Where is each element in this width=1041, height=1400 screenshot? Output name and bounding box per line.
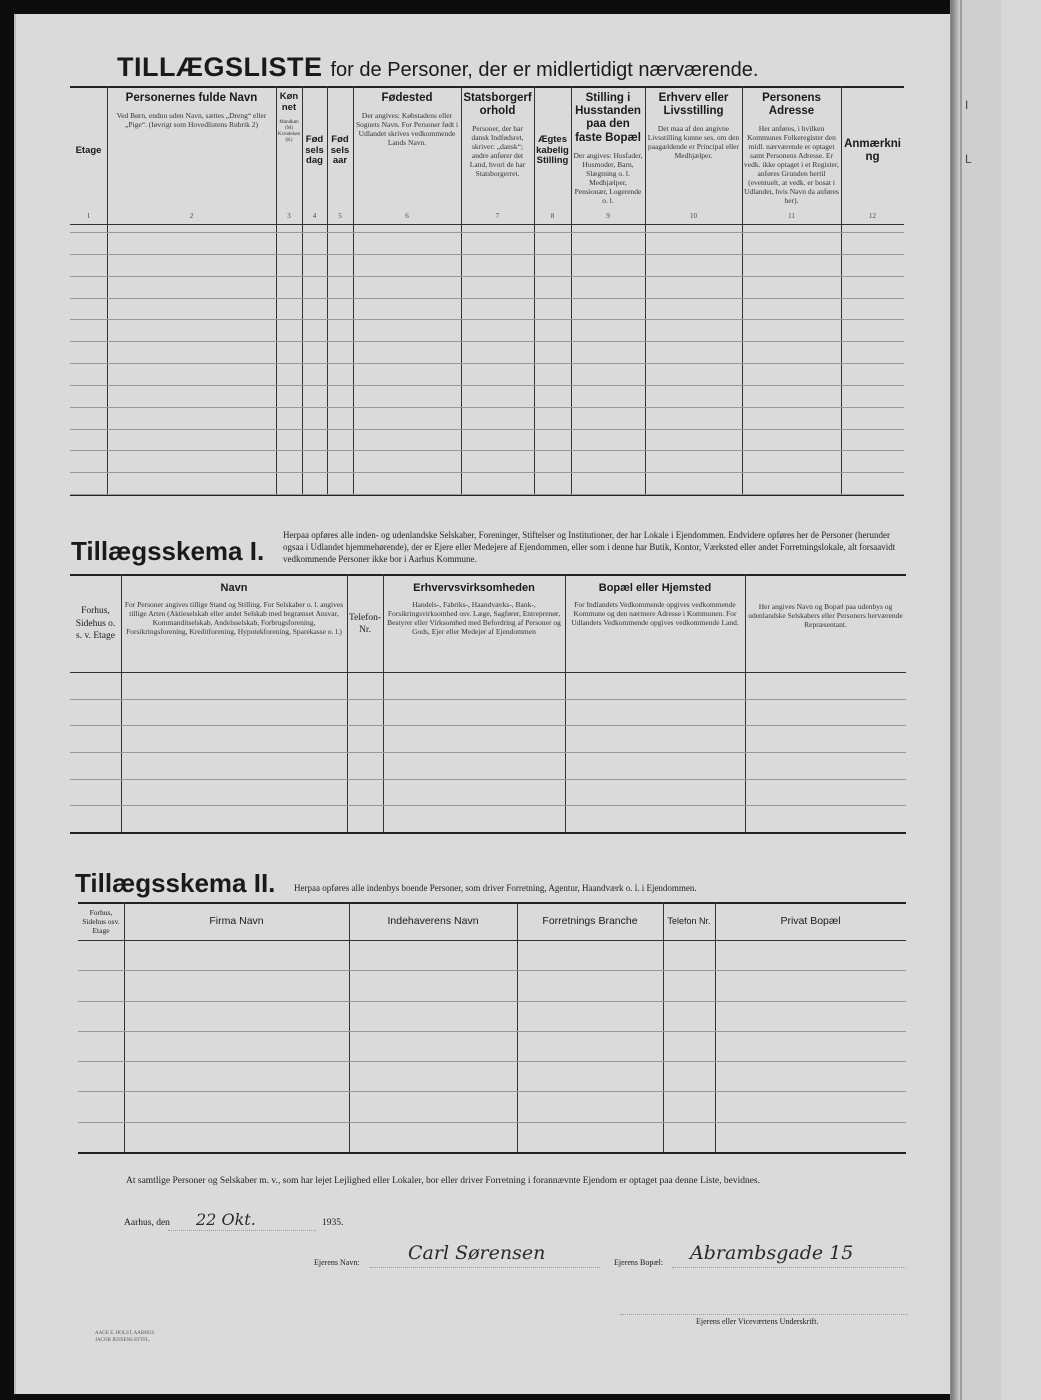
table-row-line bbox=[70, 699, 906, 700]
column-header-note: Mandkøn (M) Kvindekøn (K) bbox=[277, 119, 301, 143]
column-header-title: Forhus, Sidehus osv. Etage bbox=[82, 907, 120, 935]
table-row-line bbox=[70, 363, 904, 364]
column-divider bbox=[645, 86, 646, 494]
column-number: 10 bbox=[690, 212, 697, 220]
column-divider bbox=[461, 86, 462, 494]
column-header bbox=[329, 92, 351, 210]
column-header bbox=[665, 905, 713, 937]
printer-mark: AAGE E. HOLST, AARHUS JACOB JENSENS EFTFL. bbox=[95, 1331, 155, 1343]
column-header bbox=[351, 905, 515, 937]
column-number: 12 bbox=[869, 212, 876, 220]
column-header-title: Erhvervsvirksomheden bbox=[413, 582, 535, 594]
schema-one-description: Herpaa opføres alle inden- og udenlandske Selskaber, Foreninger, Stiftelser og Institutioner, der har Lokale i Ejendommen. Endvidere opføres her de Personer (herunder ogsaa i Udlandet hjemmehørende), der er Ejere eller Medejere af Ejendommen, eller som i denne har Butik, Kontor, Værksted eller andet Forretningslokale, alt forsaavidt vedkommende Personer ikke bor i Aarhus Kommune. bbox=[283, 530, 896, 565]
column-header bbox=[126, 905, 347, 937]
column-header bbox=[573, 92, 643, 210]
column-header bbox=[463, 92, 532, 210]
table-row-line bbox=[70, 232, 904, 233]
column-divider bbox=[302, 86, 303, 494]
title-rest: for de Personer, der er midlertidigt nærværende. bbox=[330, 59, 759, 81]
column-header-title: Forretnings Branche bbox=[542, 914, 638, 927]
table-row-line bbox=[78, 1001, 906, 1002]
table-row-line bbox=[78, 970, 906, 971]
page-shadow bbox=[951, 0, 960, 1400]
page-mark: L bbox=[965, 152, 972, 166]
page-fold bbox=[960, 0, 962, 1400]
column-divider bbox=[383, 574, 384, 832]
column-number: 6 bbox=[405, 212, 409, 220]
table-top-border bbox=[78, 902, 906, 904]
table-row-line bbox=[70, 407, 904, 408]
column-divider bbox=[517, 902, 518, 1152]
column-header-title: Firma Navn bbox=[209, 914, 264, 927]
column-number: 9 bbox=[606, 212, 610, 220]
column-header-title: Fødselsdag bbox=[305, 133, 324, 167]
column-divider bbox=[107, 86, 108, 494]
column-header bbox=[278, 92, 300, 210]
column-header-title: Indehaverens Navn bbox=[387, 914, 479, 927]
column-header-title: Stilling i Husstanden paa den faste Bopæl bbox=[575, 92, 641, 144]
column-header bbox=[748, 582, 903, 666]
column-divider bbox=[347, 574, 348, 832]
column-number: 4 bbox=[312, 212, 317, 220]
column-divider bbox=[745, 574, 746, 832]
table-row-line bbox=[70, 298, 904, 299]
column-header-note: Ved Børn, endnu uden Navn, sættes „Dreng“ eller „Pige“. (Iøvrigt som Hovedlistens Rubrik 2) bbox=[116, 111, 267, 130]
column-header-note: Der angives: Købstadens eller Sognets Navn. For Personer født i Udlandet skrives vedkommende Lands Navn. bbox=[355, 111, 459, 148]
column-header-title: Fødested bbox=[381, 92, 433, 104]
table-bottom-border bbox=[70, 832, 906, 834]
owner-address-line bbox=[672, 1267, 906, 1268]
column-header-title: Anmærkning bbox=[844, 137, 901, 163]
column-divider bbox=[715, 902, 716, 1152]
column-header-title: Telefon-Nr. bbox=[348, 612, 382, 635]
table-row-line bbox=[70, 725, 906, 726]
column-divider bbox=[276, 86, 277, 494]
page-edge bbox=[1001, 0, 1041, 1400]
column-header-title: Ægteskabelig Stilling bbox=[536, 133, 569, 167]
title-main: TILLÆGSLISTE bbox=[117, 52, 323, 82]
table-row-line bbox=[70, 805, 906, 806]
column-header bbox=[109, 92, 274, 210]
table-row-line bbox=[70, 254, 904, 255]
place-label: Aarhus, den bbox=[124, 1218, 170, 1228]
page-title bbox=[117, 52, 758, 83]
column-header-note: For Indlandets Vedkommende opgives vedkommende Kommune og den nærmere Adresse i Kommunen. For Udlandets Vedkommende opgives vedkommende Land. bbox=[571, 599, 739, 627]
date-handwritten: 22 Okt. bbox=[196, 1210, 256, 1229]
column-header-title: Privat Bopæl bbox=[780, 914, 841, 927]
table-row-line bbox=[78, 1091, 906, 1092]
column-header-note: Der angives: Husfader, Husmoder, Barn, Slægtning o. l. Medhjælper, Pensionær, Logerende o. l. bbox=[573, 150, 643, 205]
header-bottom-border bbox=[70, 224, 904, 225]
column-header bbox=[519, 905, 661, 937]
column-divider bbox=[571, 86, 572, 494]
owner-address-label: Ejerens Bopæl: bbox=[614, 1258, 664, 1267]
column-divider bbox=[534, 86, 535, 494]
column-header-title: Forhus, Sidehus o. s. v. Etage bbox=[75, 606, 116, 642]
column-header-note: Det maa af den angivne Livsstilling kunne ses, om den paagældende er Principal eller Medhjælper. bbox=[647, 124, 740, 161]
column-header bbox=[744, 92, 839, 210]
table-top-border bbox=[70, 86, 904, 88]
adjacent-page bbox=[950, 0, 1041, 1400]
table-row-line bbox=[70, 494, 904, 495]
column-number: 11 bbox=[788, 212, 795, 220]
date-line bbox=[168, 1230, 316, 1231]
column-number: 5 bbox=[338, 212, 342, 220]
column-header-title: Personernes fulde Navn bbox=[125, 92, 258, 104]
table-row-line bbox=[70, 276, 904, 277]
column-header bbox=[843, 92, 902, 210]
column-header bbox=[350, 582, 380, 666]
column-number: 2 bbox=[189, 212, 194, 220]
column-header bbox=[124, 582, 344, 666]
header-bottom-border bbox=[70, 672, 906, 673]
column-divider bbox=[327, 86, 328, 494]
table-bottom-border bbox=[78, 1152, 906, 1154]
schema-one-title: Tillægsskema I. bbox=[71, 536, 265, 566]
owner-name-label: Ejerens Navn: bbox=[314, 1258, 360, 1267]
column-header-title: Kønnet bbox=[279, 91, 299, 113]
table-row-line bbox=[70, 752, 906, 753]
declaration-text: At samtlige Personer og Selskaber m. v., som har lejet Lejlighed eller Lokaler, bor eller driver Forretning i forannævnte Ejendom er optaget paa denne Liste, bevidnes. bbox=[126, 1176, 760, 1186]
column-divider bbox=[742, 86, 743, 494]
table-row-line bbox=[70, 450, 904, 451]
column-number: 1 bbox=[86, 212, 91, 220]
column-number: 7 bbox=[495, 212, 500, 220]
column-header-title: Statsborgerforhold bbox=[463, 92, 532, 118]
header-bottom-border bbox=[78, 940, 906, 941]
owner-name-line bbox=[370, 1267, 600, 1268]
year-label: 1935. bbox=[322, 1218, 344, 1228]
table-top-border bbox=[70, 574, 906, 576]
column-header-title: Telefon Nr. bbox=[667, 915, 711, 926]
column-header-title: Fødselsaar bbox=[330, 133, 350, 167]
column-number: 3 bbox=[287, 212, 291, 220]
column-divider bbox=[841, 86, 842, 494]
table-row-line bbox=[70, 472, 904, 473]
column-header bbox=[73, 582, 118, 666]
column-header-note: Her anføres, i hvilken Kommunes Folkeregister den midl. nærværende er optaget samt Personens Adresse. Er vedk. ikke optaget i et Register, anføres Grunden hertil (eventuelt, at vedk. er bosat i Udlandet, hvis Navn da anføres her). bbox=[744, 124, 839, 206]
column-header bbox=[304, 92, 325, 210]
table-row-line bbox=[70, 319, 904, 320]
column-header bbox=[80, 905, 122, 937]
column-header-note: For Personer angives tillige Stand og Stilling. For Selskaber o. l. angives tillige Arten (Aktieselskab eller andet Selskab med begrænset Ansvar, Kommanditselskab, Andelsselskab, Forbrugsforening, Forsikringsforening, Kreditforening, Hypotekforening, Sparekasse o. l.) bbox=[124, 599, 344, 636]
column-divider bbox=[353, 86, 354, 494]
column-header-title: Bopæl eller Hjemsted bbox=[598, 582, 712, 594]
page-mark: I bbox=[965, 98, 969, 112]
column-divider bbox=[124, 902, 125, 1152]
schema-two-title: Tillægsskema II. bbox=[75, 868, 276, 898]
schema-two-description: Herpaa opføres alle indenbys boende Personer, som driver Forretning, Agentur, Haandværk o. l. i Ejendommen. bbox=[294, 883, 697, 893]
column-header bbox=[568, 582, 742, 666]
column-header-note: Her angives Navn og Bopæl paa udenbys og udenlandske Selskabers eller Personers herværende Repræsentant. bbox=[748, 602, 903, 629]
column-header bbox=[536, 92, 569, 210]
column-divider bbox=[663, 902, 664, 1152]
column-number: 8 bbox=[550, 212, 555, 220]
column-header-note: Personer, der har dansk Indfødsret, skriver: „dansk“; andre anfører det Land, hvori de har Statsborgerret. bbox=[469, 124, 526, 179]
column-header bbox=[355, 92, 459, 210]
column-header bbox=[386, 582, 562, 666]
column-header bbox=[647, 92, 740, 210]
column-divider bbox=[349, 902, 350, 1152]
table-row-line bbox=[70, 779, 906, 780]
table-row-line bbox=[78, 1031, 906, 1032]
table-row-line bbox=[78, 1061, 906, 1062]
column-header bbox=[72, 92, 105, 210]
owner-name-handwritten: Carl Sørensen bbox=[408, 1242, 546, 1264]
column-divider bbox=[121, 574, 122, 832]
signature-label: Ejerens eller Viceværtens Underskrift. bbox=[696, 1317, 819, 1326]
column-divider bbox=[565, 574, 566, 832]
column-header-title: Navn bbox=[220, 582, 248, 594]
table-row-line bbox=[70, 341, 904, 342]
table-row-line bbox=[70, 429, 904, 430]
column-header-title: Erhverv eller Livsstilling bbox=[658, 92, 729, 118]
column-header-title: Personens Adresse bbox=[762, 92, 821, 118]
column-header-title: Etage bbox=[75, 144, 102, 156]
column-header bbox=[717, 905, 904, 937]
owner-address-handwritten: Abrambsgade 15 bbox=[690, 1242, 854, 1264]
column-header-note: Handels-, Fabriks-, Haandværks-, Bank-, Forsikringsvirksomhed osv. Læge, Sagfører, Entreprenør, Bestyrer eller Virksomhed med Befordring af Personer og Gods, Ejer eller Medejer af Ejendommen bbox=[387, 599, 561, 636]
signature-line bbox=[620, 1314, 908, 1315]
table-row-line bbox=[78, 1122, 906, 1123]
table-row-line bbox=[70, 385, 904, 386]
